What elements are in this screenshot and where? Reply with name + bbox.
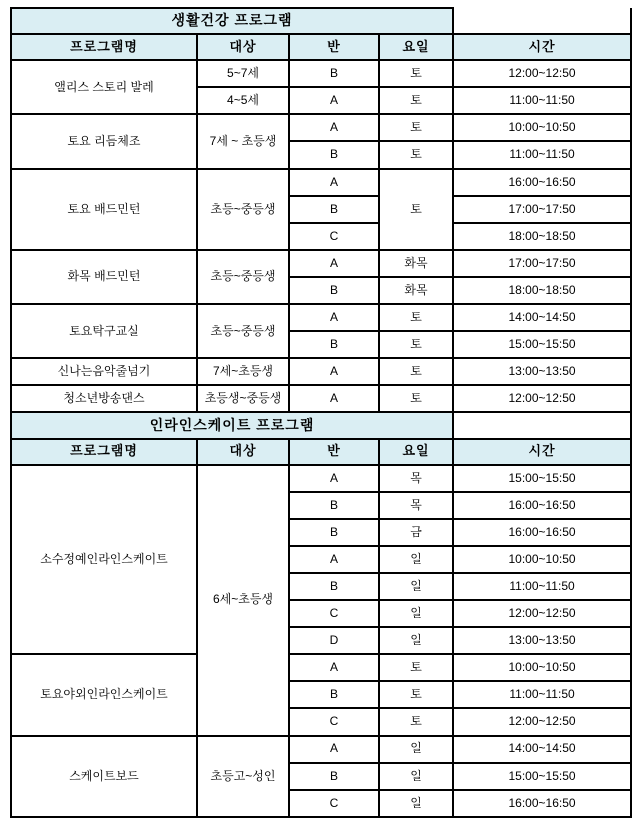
day-cell: 일 — [379, 600, 453, 627]
time-cell: 16:00~16:50 — [453, 492, 631, 519]
class-cell: A — [289, 385, 379, 412]
column-header-time: 시간 — [453, 439, 631, 465]
time-cell: 15:00~15:50 — [453, 331, 631, 358]
program-name-cell: 스케이트보드 — [11, 736, 197, 817]
table-row — [11, 465, 631, 492]
table-row — [11, 114, 631, 141]
program-name-cell: 소수정예인라인스케이트 — [11, 465, 197, 655]
program-name-cell: 청소년방송댄스 — [11, 385, 197, 412]
class-cell: B — [289, 277, 379, 304]
program-name-cell: 앨리스 스토리 발레 — [11, 60, 197, 114]
class-cell: B — [289, 331, 379, 358]
time-cell: 10:00~10:50 — [453, 114, 631, 141]
target-age-cell: 7세 ~ 초등생 — [197, 114, 289, 168]
day-cell: 토 — [379, 60, 453, 87]
section-title: 인라인스케이트 프로그램 — [11, 412, 453, 438]
time-cell: 16:00~16:50 — [453, 790, 631, 817]
table-row — [11, 358, 631, 385]
target-age-cell: 7세~초등생 — [197, 358, 289, 385]
time-cell: 15:00~15:50 — [453, 763, 631, 790]
class-cell: B — [289, 681, 379, 708]
day-cell: 일 — [379, 790, 453, 817]
column-header-class: 반 — [289, 34, 379, 60]
table-row — [11, 654, 631, 681]
column-header-day: 요일 — [379, 439, 453, 465]
class-cell: B — [289, 60, 379, 87]
program-name-cell: 화목 배드민턴 — [11, 250, 197, 304]
column-header-day: 요일 — [379, 34, 453, 60]
program-schedule-table — [10, 7, 632, 818]
time-cell: 14:00~14:50 — [453, 736, 631, 763]
class-cell: A — [289, 250, 379, 277]
target-age-cell: 초등고~성인 — [197, 736, 289, 817]
target-age-cell: 초등생~중등생 — [197, 385, 289, 412]
time-cell: 12:00~12:50 — [453, 385, 631, 412]
time-cell: 10:00~10:50 — [453, 546, 631, 573]
time-cell: 11:00~11:50 — [453, 141, 631, 168]
day-cell: 일 — [379, 546, 453, 573]
column-header-class: 반 — [289, 439, 379, 465]
program-name-cell: 토요 배드민턴 — [11, 169, 197, 250]
class-cell: B — [289, 763, 379, 790]
class-cell: B — [289, 573, 379, 600]
class-cell: B — [289, 492, 379, 519]
time-cell: 17:00~17:50 — [453, 196, 631, 223]
column-header-target-age: 대상 — [197, 439, 289, 465]
class-cell: A — [289, 169, 379, 196]
day-cell: 토 — [379, 331, 453, 358]
day-cell: 토 — [379, 87, 453, 114]
class-cell: C — [289, 600, 379, 627]
table-row — [11, 304, 631, 331]
time-cell: 12:00~12:50 — [453, 600, 631, 627]
day-cell: 화목 — [379, 250, 453, 277]
target-age-cell: 5~7세 — [197, 60, 289, 87]
time-cell: 14:00~14:50 — [453, 304, 631, 331]
time-cell: 16:00~16:50 — [453, 169, 631, 196]
time-cell: 11:00~11:50 — [453, 573, 631, 600]
table-row — [11, 736, 631, 763]
time-cell: 12:00~12:50 — [453, 60, 631, 87]
day-cell: 토 — [379, 304, 453, 331]
time-cell: 15:00~15:50 — [453, 465, 631, 492]
column-header-time: 시간 — [453, 34, 631, 60]
column-header-program-name: 프로그램명 — [11, 439, 197, 465]
time-cell: 11:00~11:50 — [453, 87, 631, 114]
table-row — [11, 60, 631, 87]
section-title: 생활건강 프로그램 — [11, 8, 453, 34]
class-cell: B — [289, 196, 379, 223]
class-cell: A — [289, 358, 379, 385]
day-cell: 금 — [379, 519, 453, 546]
day-cell: 토 — [379, 169, 453, 250]
time-cell: 18:00~18:50 — [453, 223, 631, 250]
class-cell: D — [289, 627, 379, 654]
program-name-cell: 토요야외인라인스케이트 — [11, 654, 197, 735]
day-cell: 토 — [379, 654, 453, 681]
empty-corner-cell — [453, 8, 631, 34]
day-cell: 토 — [379, 708, 453, 735]
column-header-program-name: 프로그램명 — [11, 34, 197, 60]
time-cell: 11:00~11:50 — [453, 681, 631, 708]
class-cell: A — [289, 87, 379, 114]
class-cell: A — [289, 465, 379, 492]
class-cell: C — [289, 223, 379, 250]
table-row — [11, 250, 631, 277]
day-cell: 토 — [379, 358, 453, 385]
class-cell: A — [289, 546, 379, 573]
day-cell: 토 — [379, 681, 453, 708]
table-row — [11, 385, 631, 412]
time-cell: 12:00~12:50 — [453, 708, 631, 735]
class-cell: A — [289, 304, 379, 331]
class-cell: A — [289, 654, 379, 681]
day-cell: 토 — [379, 141, 453, 168]
column-header-target-age: 대상 — [197, 34, 289, 60]
target-age-cell: 초등~중등생 — [197, 169, 289, 250]
target-age-cell: 6세~초등생 — [197, 465, 289, 736]
program-name-cell: 토요 리듬체조 — [11, 114, 197, 168]
day-cell: 목 — [379, 492, 453, 519]
class-cell: B — [289, 519, 379, 546]
target-age-cell: 4~5세 — [197, 87, 289, 114]
time-cell: 10:00~10:50 — [453, 654, 631, 681]
class-cell: C — [289, 790, 379, 817]
time-cell: 13:00~13:50 — [453, 627, 631, 654]
class-cell: A — [289, 114, 379, 141]
time-cell: 13:00~13:50 — [453, 358, 631, 385]
time-cell: 18:00~18:50 — [453, 277, 631, 304]
class-cell: C — [289, 708, 379, 735]
empty-corner-cell — [453, 412, 631, 438]
program-name-cell: 토요탁구교실 — [11, 304, 197, 358]
day-cell: 일 — [379, 573, 453, 600]
target-age-cell: 초등~중등생 — [197, 304, 289, 358]
day-cell: 일 — [379, 763, 453, 790]
program-name-cell: 신나는음악줄넘기 — [11, 358, 197, 385]
class-cell: A — [289, 736, 379, 763]
day-cell: 목 — [379, 465, 453, 492]
day-cell: 토 — [379, 385, 453, 412]
day-cell: 토 — [379, 114, 453, 141]
time-cell: 16:00~16:50 — [453, 519, 631, 546]
day-cell: 화목 — [379, 277, 453, 304]
target-age-cell: 초등~중등생 — [197, 250, 289, 304]
day-cell: 일 — [379, 736, 453, 763]
time-cell: 17:00~17:50 — [453, 250, 631, 277]
table-row — [11, 169, 631, 196]
class-cell: B — [289, 141, 379, 168]
day-cell: 일 — [379, 627, 453, 654]
